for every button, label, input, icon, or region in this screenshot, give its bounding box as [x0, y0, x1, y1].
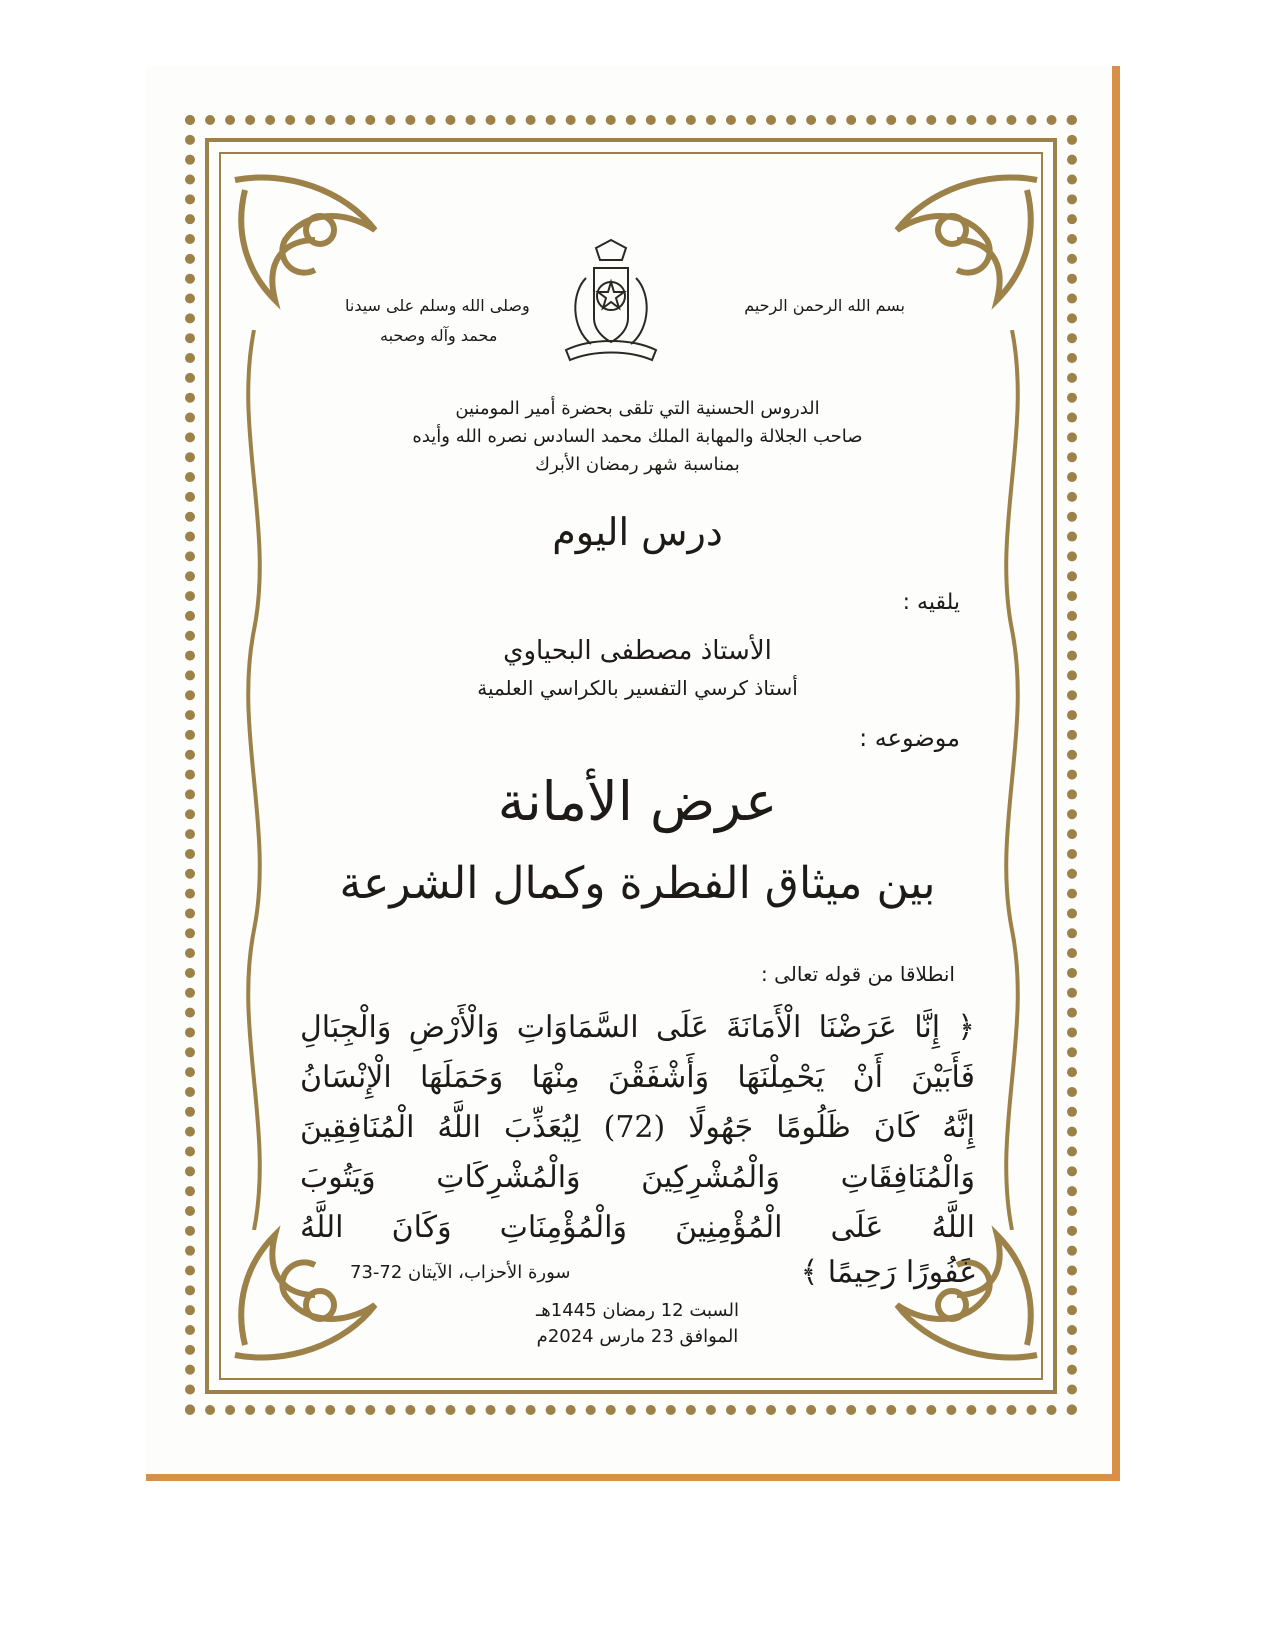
- intro-line-3: بمناسبة شهر رمضان الأبرك: [535, 454, 740, 475]
- verse-line-4: وَالْمُنَافِقَاتِ وَالْمُشْرِكِينَ وَالْمُشْرِكَاتِ وَيَتُوبَ: [300, 1160, 975, 1195]
- basmala: بسم الله الرحمن الرحيم: [744, 296, 905, 315]
- verse-line-2: فَأَبَيْنَ أَنْ يَحْمِلْنَهَا وَأَشْفَقْنَ مِنْهَا وَحَمَلَهَا الْإِنْسَانُ: [300, 1060, 975, 1095]
- topic-title-line-1: عرض الأمانة: [497, 770, 778, 833]
- intro-line-2: صاحب الجلالة والمهابة الملك محمد السادس نصره الله وأيده: [412, 426, 863, 447]
- hijri-date: السبت 12 رمضان 1445هـ: [536, 1300, 739, 1321]
- royal-emblem-icon: [556, 238, 666, 366]
- salat-line-2: محمد وآله وصحبه: [380, 326, 498, 345]
- salat-line-1: وصلى الله وسلم على سيدنا: [345, 296, 530, 315]
- top-left-corner-ornament-icon: [225, 160, 395, 310]
- topic-title-line-2: بين ميثاق الفطرة وكمال الشرعة: [339, 858, 936, 909]
- verse-reference: سورة الأحزاب، الآيتان 72-73: [350, 1262, 571, 1283]
- lecturer-name: الأستاذ مصطفى البحياوي: [503, 636, 772, 666]
- verse-line-5: اللَّهُ عَلَى الْمُؤْمِنِينَ وَالْمُؤْمِنَاتِ وَكَانَ اللَّهُ: [300, 1210, 975, 1245]
- intro-line-1: الدروس الحسنية التي تلقى بحضرة أمير المومنين: [455, 398, 820, 419]
- verse-line-1: ﴿ إِنَّا عَرَضْنَا الْأَمَانَةَ عَلَى السَّمَاوَاتِ وَالْأَرْضِ وَالْجِبَالِ: [300, 1010, 975, 1045]
- lesson-heading: درس اليوم: [552, 510, 723, 554]
- verse-intro: انطلاقا من قوله تعالى :: [760, 962, 955, 986]
- verse-line-6: غَفُورًا رَحِيمًا ﴾: [800, 1255, 975, 1290]
- topic-label: موضوعه :: [859, 724, 960, 752]
- verse-line-3: إِنَّهُ كَانَ ظَلُومًا جَهُولًا (72) لِيُعَذِّبَ اللَّهُ الْمُنَافِقِينَ: [300, 1110, 975, 1145]
- lecturer-title: أستاذ كرسي التفسير بالكراسي العلمية: [477, 676, 798, 700]
- gregorian-date: الموافق 23 مارس 2024م: [536, 1326, 739, 1347]
- top-right-corner-ornament-icon: [877, 160, 1047, 310]
- lecturer-label: يلقيه :: [902, 590, 960, 615]
